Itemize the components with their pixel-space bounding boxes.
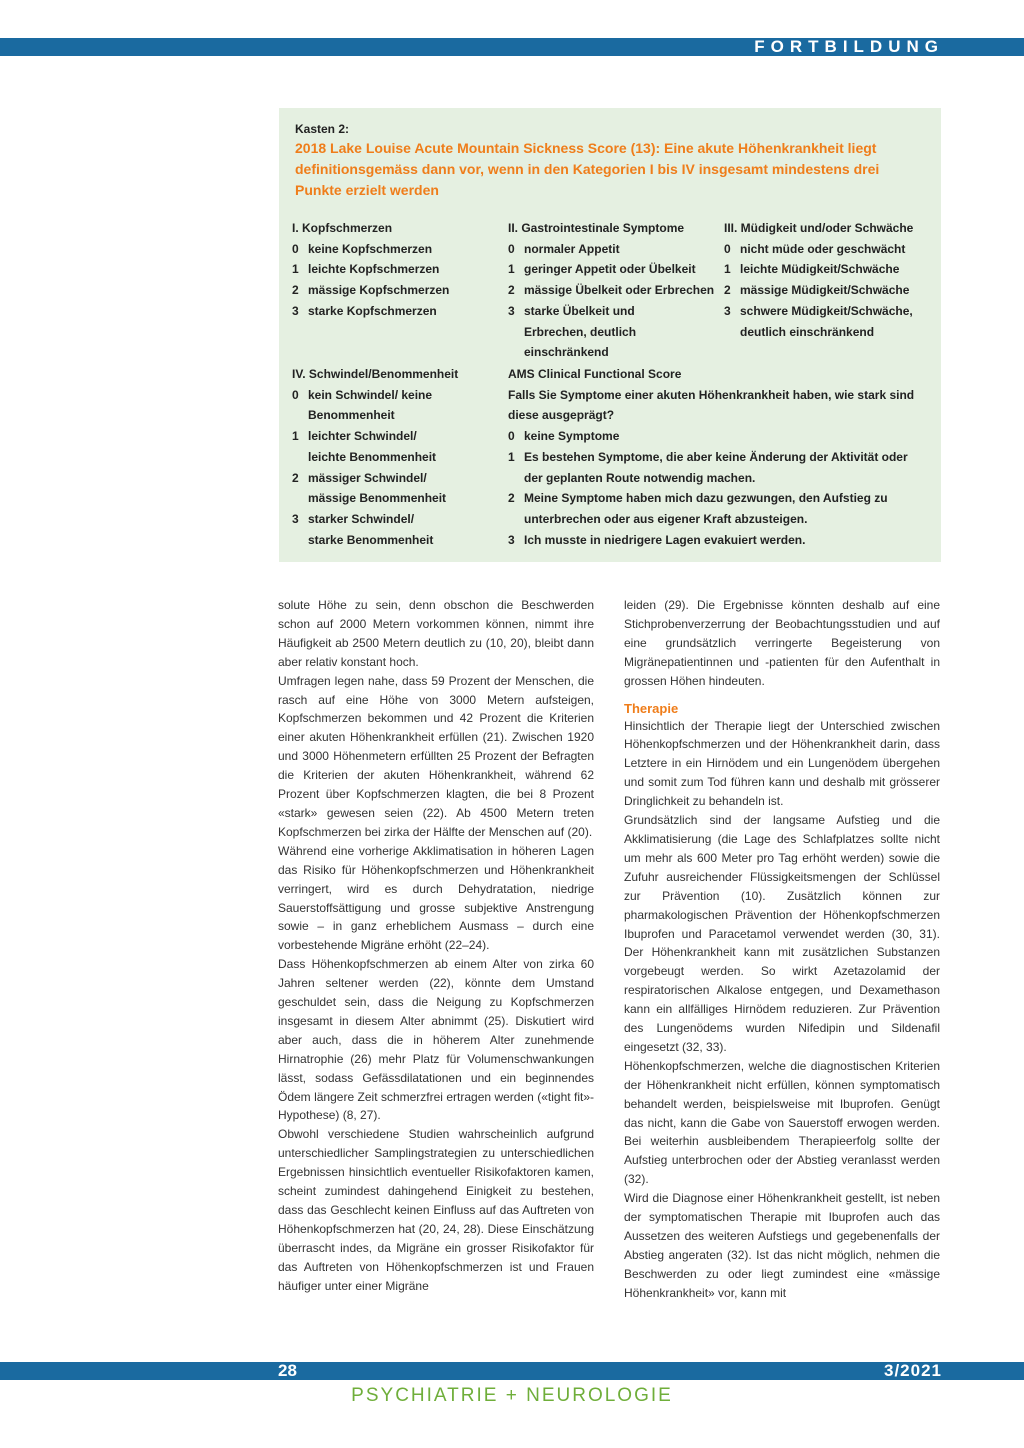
score-item: 3 starke Übelkeit und Erbrechen, deutlich einschränkend (508, 303, 637, 360)
body-paragraph: Dass Höhenkopfschmerzen ab einem Alter von zirka 60 Jahren seltener werden (22), könnte dem Umstand geschuldet sein, dass die Neigung zu Kopfschmerzen insgesamt in diesem Alter abnimmt (25). Diskutiert wird aber auch, dass die in höherem Alter zunehmende Hirnatrophie (26) mehr Platz für Volumenschwankungen lässt, sodass Gefässdilatationen und ein beginnendes Ödem längere Zeit schmerzfrei ertragen werden («tight fit»-Hypothese) (8, 27). (278, 957, 594, 1123)
score-item: 1 Es bestehen Symptome, die aber keine Änderung der Aktivität oder der geplanten Route notwendig machen. (508, 449, 908, 485)
score-item: 3 starke Kopfschmerzen (292, 303, 437, 318)
category-muedigkeit (724, 218, 936, 342)
score-item: 1 leichte Müdigkeit/Schwäche (724, 262, 900, 277)
category-heading: II. Gastrointestinale Symptome (508, 221, 685, 235)
score-item: 1 leichte Kopfschmerzen (292, 262, 440, 277)
body-paragraph: Hinsichtlich der Therapie liegt der Unterschied zwischen Höhenkopfschmerzen und der Höhenkrankheit darin, dass Letztere in ein Hirnödem und ein Lungenödem übergehen und somit zum Tod führen kann und deshalb mit grösserer Dringlichkeit zu behandeln ist. (624, 718, 940, 809)
category-heading: IV. Schwindel/Benommenheit (292, 367, 459, 381)
box-label: Kasten 2: (295, 122, 350, 136)
journal-name: PSYCHIATRIE + NEUROLOGIE (351, 1385, 673, 1406)
box-title: 2018 Lake Louise Acute Mountain Sickness Score (13): Eine akute Höhenkrankheit liegt definitionsgemäss dann vor, wenn in den Kategorien I bis IV insgesamt mindestens drei Punkte erzielt werden (295, 140, 880, 198)
body-paragraph: Obwohl verschiedene Studien wahrscheinlich aufgrund unterschiedlicher Samplingstrategien zu unterschiedlichen Ergebnissen hinsichtlich eventueller Risikofaktoren kamen, scheint zumindest dahingehend Einigkeit zu bestehen, dass das Geschlecht keinen Einfluss auf das Auftreten von Höhenkopfschmerzen hat (20, 24, 28). Diese Einschätzung überrascht indes, da Migräne ein grosser Risikofaktor für das Auftreten von Höhenkopfschmerzen ist und Frauen häufiger unter einer Migräne (278, 1127, 594, 1293)
body-paragraph: Höhenkopfschmerzen, welche die diagnostischen Kriterien der Höhenkrankheit nicht erfüllen, können symptomatisch behandelt werden, beispielsweise mit Ibuprofen. Genügt das nicht, kann die Gabe von Sauerstoff erwogen werden. Bei weiterhin ausbleibendem Therapieerfolg sollte der Aufstieg unterbrochen oder der Abstieg veranlasst werden (32). (624, 1058, 940, 1187)
page-number: 28 (278, 1361, 297, 1380)
footer-band (0, 1362, 1024, 1380)
score-item: 0 nicht müde oder geschwächt (724, 241, 906, 256)
score-item: 0 keine Symptome (508, 429, 620, 444)
ams-question: Falls Sie Symptome einer akuten Höhenkrankheit haben, wie stark sind diese ausgeprägt? (508, 387, 915, 423)
score-item: 3 schwere Müdigkeit/Schwäche, deutlich einschränkend (724, 303, 913, 339)
category-schwindel (292, 364, 467, 550)
score-item: 2 mässige Übelkeit oder Erbrechen (508, 283, 715, 298)
category-heading: I. Kopfschmerzen (292, 221, 393, 235)
article-column-left (278, 596, 594, 1296)
score-item: 2 Meine Symptome haben mich dazu gezwungen, den Aufstieg zu unterbrechen oder aus eigener Kraft abzusteigen. (508, 491, 888, 526)
score-item: 0 kein Schwindel/ keine Benommenheit (292, 387, 433, 423)
score-item: 1 leichter Schwindel/ leichte Benommenheit (292, 429, 437, 464)
info-box-kasten-2 (279, 108, 941, 562)
section-heading-therapie: Therapie (624, 700, 679, 716)
score-item: 0 keine Kopfschmerzen (292, 241, 433, 256)
score-item: 2 mässige Müdigkeit/Schwäche (724, 283, 910, 298)
body-paragraph: leiden (29). Die Ergebnisse könnten deshalb auf eine Stichprobenverzerrung der Beobachtungsstudien und auf eine grundsätzlich verringerte Begeisterung von Migränepatientinnen und -patienten für den Aufenthalt in grossen Höhen hindeuten. (624, 598, 940, 688)
score-item: 3 starker Schwindel/ starke Benommenheit (292, 511, 434, 547)
ams-clinical-functional-score (508, 364, 918, 550)
body-paragraph: Während eine vorherige Akklimatisation in höheren Lagen das Risiko für Höhenkopfschmerzen und Höhenkrankheit verringert, wird es durch Dehydratation, niedrige Sauerstoffsättigung und grosse subjektive Anstrengung sowie – in ganz erheblichem Ausmass – durch eine vorbestehende Migräne erhöht (22–24). (278, 843, 594, 953)
score-item: 3 Ich musste in niedrigere Lagen evakuiert werden. (508, 532, 806, 547)
body-paragraph: Umfragen legen nahe, dass 59 Prozent der Menschen, die rasch auf eine Höhe von 3000 Metern aufsteigen, Kopfschmerzen bekommen und 42 Prozent die Kriterien einer akuten Höhenkrankheit erfüllen (21). Zwischen 1920 und 3000 Höhenmetern erfüllten 25 Prozent der Befragten die Kriterien der akuten Höhenkrankheit, während 62 Prozent über Kopfschmerzen klagten, die bei 8 Prozent «stark» gewesen seien (22). Ab 4500 Metern treten Kopfschmerzen bei zirka der Hälfte der Menschen auf (20). (278, 673, 594, 839)
score-item: 0 normaler Appetit (508, 241, 620, 256)
category-heading: III. Müdigkeit und/oder Schwäche (724, 221, 914, 235)
issue-number: 3/2021 (884, 1361, 942, 1380)
score-item: 2 mässige Kopfschmerzen (292, 283, 450, 298)
ams-heading: AMS Clinical Functional Score (508, 367, 682, 381)
article-column-right (624, 596, 940, 1303)
body-paragraph: Wird die Diagnose einer Höhenkrankheit gestellt, ist neben der symptomatischen Therapie mit Ibuprofen auch das Aussetzen des weiteren Aufstiegs und gegebenenfalls der Abstieg angeraten (32). Ist das nicht möglich, nehmen die Beschwerden zu oder liegt zumindest eine «mässige Höhenkrankheit» vor, kann mit (624, 1191, 940, 1300)
score-item: 2 mässiger Schwindel/ mässige Benommenheit (292, 470, 447, 506)
body-paragraph: solute Höhe zu sein, denn obschon die Beschwerden schon auf 2000 Metern vorkommen können, nimmt ihre Häufigkeit ab 2500 Metern deutlich zu (10, 20), bleibt dann aber relativ konstant hoch. (278, 598, 594, 669)
score-item: 1 geringer Appetit oder Übelkeit (508, 262, 696, 277)
category-gastrointestinal (508, 218, 720, 363)
body-paragraph: Grundsätzlich sind der langsame Aufstieg und die Akklimatisierung (die Lage des Schlafplatzes sollte nicht um mehr als 600 Meter pro Tag erhöht werden) sowie die Zufuhr ausreichender Flüssigkeitsmengen der Schlüssel zur Prävention (10). Zusätzlich können zur pharmakologischen Prävention der Höhenkopfschmerzen Ibuprofen und Paracetamol verwendet werden (30, 31). Der Höhenkrankheit kann mit zusätzlichen Substanzen vorgebeugt werden. So wirkt Azetazolamid der respiratorischen Alkalose entgegen, und Dexamethason kann ein allfälliges Hirnödem reduzieren. Zur Prävention des Lungenödems wurden Nifedipin und Sildenafil eingesetzt (32, 33). (624, 813, 940, 1054)
section-label: FORTBILDUNG (754, 37, 944, 56)
category-kopfschmerzen (292, 218, 497, 322)
